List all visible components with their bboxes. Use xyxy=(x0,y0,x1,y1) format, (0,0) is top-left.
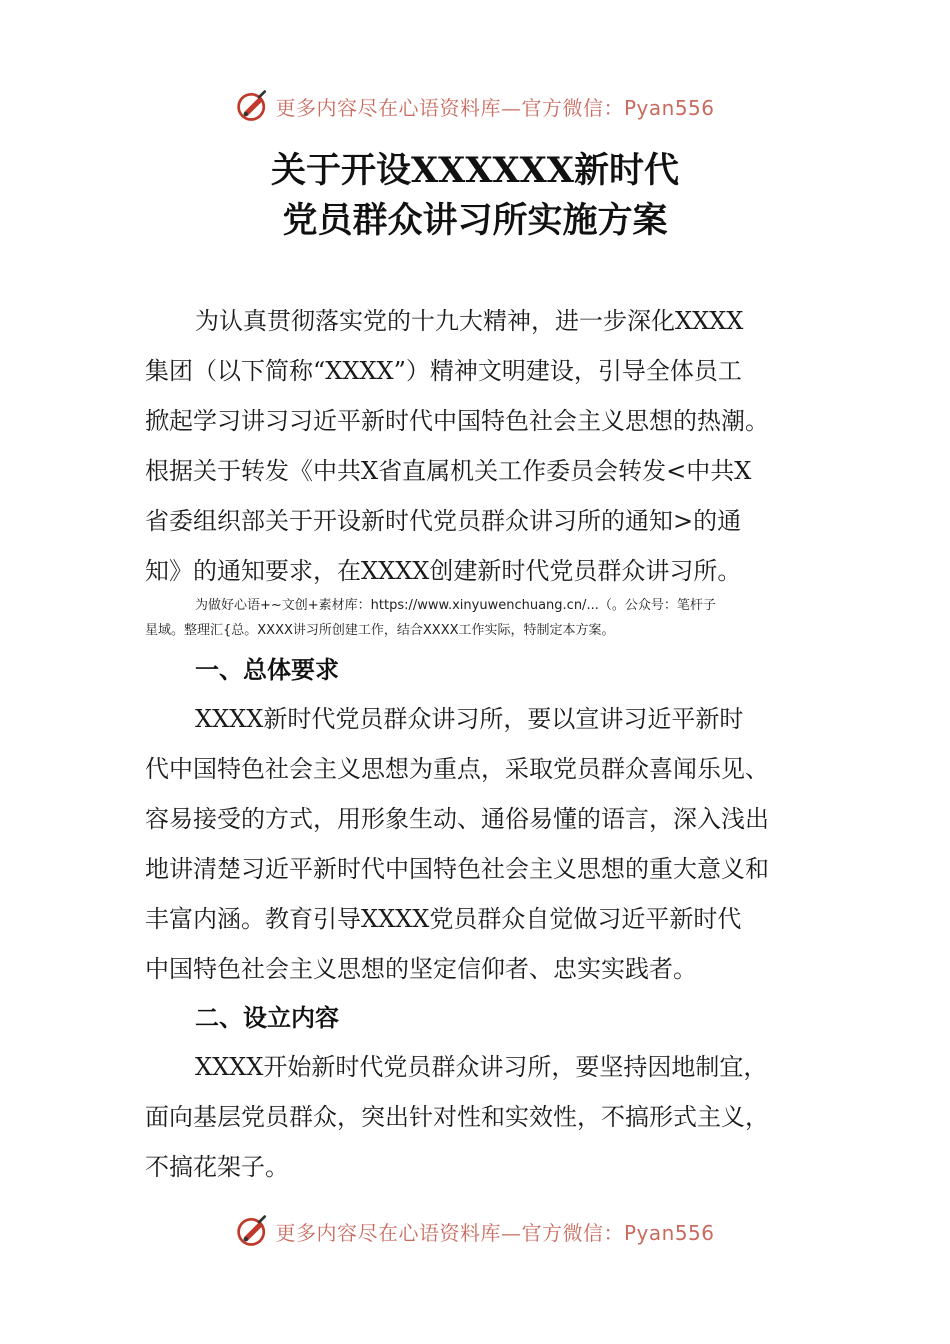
section-1-paragraph xyxy=(145,694,810,994)
document-title-line-2: 党员群众讲习所实施方案 xyxy=(282,200,668,241)
paragraph-line: 集团（以下简称“XXXX”）精神文明建设，引导全体员工 xyxy=(145,357,742,385)
paragraph-line: 省委组织部关于开设新时代党员群众讲习所的通知>的通 xyxy=(145,507,742,535)
section-heading-overall-requirements: 一、总体要求 xyxy=(195,656,339,684)
paragraph-line: 代中国特色社会主义思想为重点，采取党员群众喜闻乐见、 xyxy=(145,755,769,783)
paragraph-line: 容易接受的方式，用形象生动、通俗易懂的语言，深入浅出 xyxy=(145,805,769,833)
document-title-line-1: 关于开设XXXXXX新时代 xyxy=(271,150,679,191)
paragraph-line: XXXX新时代党员群众讲习所，要以宣讲习近平新时 xyxy=(195,705,744,733)
xinyu-logo-icon xyxy=(235,88,271,124)
xinyu-logo-icon xyxy=(235,1213,271,1249)
paragraph-line: 中国特色社会主义思想的坚定信仰者、忠实实践者。 xyxy=(145,955,697,983)
paragraph-line: 为认真贯彻落实党的十九大精神，进一步深化XXXX xyxy=(195,307,744,335)
inserted-note xyxy=(145,593,810,643)
banner-text: 更多内容尽在心语资料库—官方微信：Pyan556 xyxy=(275,1220,715,1245)
paragraph-line: 掀起学习讲习习近平新时代中国特色社会主义思想的热潮。 xyxy=(145,407,769,435)
paragraph-line: 地讲清楚习近平新时代中国特色社会主义思想的重大意义和 xyxy=(145,855,769,883)
paragraph-line: 丰富内涵。教育引导XXXX党员群众自觉做习近平新时代 xyxy=(145,905,742,933)
header-banner xyxy=(0,86,950,126)
banner-text: 更多内容尽在心语资料库—官方微信：Pyan556 xyxy=(275,95,715,120)
footer-banner xyxy=(0,1211,950,1251)
paragraph-line: 根据关于转发《中共X省直属机关工作委员会转发<中共X xyxy=(145,457,752,485)
paragraph-line: 不搞花架子。 xyxy=(145,1153,289,1181)
intro-paragraph xyxy=(145,296,810,596)
paragraph-line: 面向基层党员群众，突出针对性和实效性，不搞形式主义， xyxy=(145,1103,769,1131)
note-line: 为做好心语+~文创+素材库：https://www.xinyuwenchuang.cn/...（。公众号：笔杆子 xyxy=(195,598,716,613)
paragraph-line: 知》的通知要求，在XXXX创建新时代党员群众讲习所。 xyxy=(145,557,742,585)
note-line: 星域。整理汇{总。XXXX讲习所创建工作，结合XXXX工作实际，特制定本方案。 xyxy=(145,623,615,638)
paragraph-line: XXXX开始新时代党员群众讲习所，要坚持因地制宜， xyxy=(195,1053,768,1081)
section-heading-setup-content: 二、设立内容 xyxy=(195,1004,339,1032)
section-2-paragraph xyxy=(145,1042,810,1192)
